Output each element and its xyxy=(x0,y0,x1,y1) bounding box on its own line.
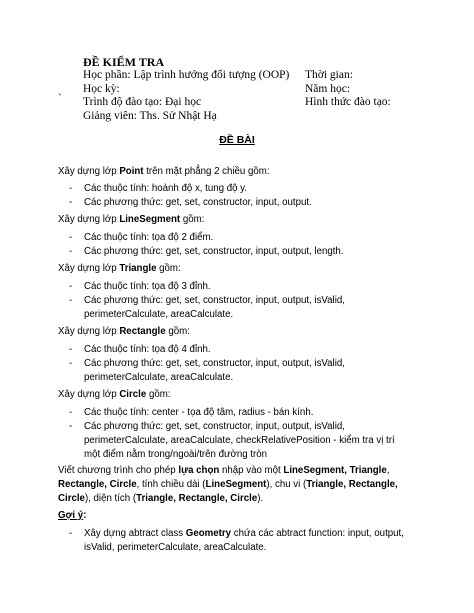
bullet-dash: - xyxy=(69,232,73,243)
section-title: ĐỀ BÀI xyxy=(219,134,255,146)
segment-intro: Xây dựng lớp LineSegment gồm: xyxy=(58,214,205,225)
point-intro: Xây dựng lớp Point trên mặt phẳng 2 chiều gồm: xyxy=(58,166,270,177)
rectangle-methods: Các phương thức: get, set, constructor, input, output, isValid, xyxy=(84,358,345,369)
triangle-attr: Các thuộc tính: tọa độ 3 đỉnh. xyxy=(84,281,211,292)
bullet-dash: - xyxy=(69,197,73,208)
bullet-dash: - xyxy=(69,183,73,194)
circle-intro: Xây dựng lớp Circle gồm: xyxy=(58,389,171,400)
triangle-methods: Các phương thức: get, set, constructor, input, output, isValid, xyxy=(84,295,345,306)
bullet-dash: - xyxy=(69,295,73,306)
time-line: Thời gian: xyxy=(305,69,353,81)
hint-title: Gợi ý: xyxy=(58,510,87,521)
triangle-methods-cont: perimeterCalculate, areaCalculate. xyxy=(84,309,234,320)
bullet-dash: - xyxy=(69,358,73,369)
mode-line: Hình thức đào tạo: xyxy=(305,96,391,108)
year-line: Năm học: xyxy=(305,83,351,95)
stray-mark: ` xyxy=(58,93,62,105)
rectangle-intro: Xây dựng lớp Rectangle gồm: xyxy=(58,326,190,337)
point-methods: Các phương thức: get, set, constructor, input, output. xyxy=(84,197,312,208)
circle-attr: Các thuộc tính: center - tọa độ tâm, radius - bán kính. xyxy=(84,407,314,418)
triangle-intro: Xây dựng lớp Triangle gồm: xyxy=(58,263,181,274)
point-attr: Các thuộc tính: hoành độ x, tung độ y. xyxy=(84,183,248,194)
semester-line: Học kỳ: xyxy=(83,83,120,95)
level-line: Trình độ đào tạo: Đại học xyxy=(83,96,202,108)
bullet-dash: - xyxy=(69,281,73,292)
circle-methods-cont: perimeterCalculate, areaCalculate, checkRelativePosition - kiểm tra vị trí xyxy=(84,435,395,446)
task-line-1: Viết chương trình cho phép lựa chọn nhập vào một LineSegment, Triangle, xyxy=(58,465,390,476)
segment-attr: Các thuộc tính: tọa độ 2 điểm. xyxy=(84,232,214,243)
bullet-dash: - xyxy=(69,344,73,355)
bullet-dash: - xyxy=(69,407,73,418)
lecturer-line: Giảng viên: Ths. Sử Nhật Hạ xyxy=(83,110,217,122)
rectangle-attr: Các thuộc tính: tọa độ 4 đỉnh. xyxy=(84,344,211,355)
bullet-dash: - xyxy=(69,421,73,432)
hint-line-1: Xây dựng abtract class Geometry chứa các abtract function: input, output, xyxy=(84,528,404,539)
course-line: Học phần: Lập trình hướng đối tượng (OOP) xyxy=(83,69,290,81)
bullet-dash: - xyxy=(69,528,73,539)
segment-methods: Các phương thức: get, set, constructor, input, output, length. xyxy=(84,246,344,257)
exam-title: ĐỀ KIỂM TRA xyxy=(83,55,165,69)
task-line-3: Circle), diện tích (Triangle, Rectangle, Circle). xyxy=(58,493,264,504)
circle-methods-cont2: một điểm nằm trong/ngoài/trên đường tròn xyxy=(84,449,268,460)
hint-line-2: isValid, perimeterCalculate, areaCalculate. xyxy=(84,542,267,553)
task-line-2: Rectangle, Circle, tính chiều dài (LineSegment), chu vi (Triangle, Rectangle, xyxy=(58,479,398,490)
bullet-dash: - xyxy=(69,246,73,257)
circle-methods: Các phương thức: get, set, constructor, input, output, isValid, xyxy=(84,421,345,432)
rectangle-methods-cont: perimeterCalculate, areaCalculate. xyxy=(84,372,234,383)
